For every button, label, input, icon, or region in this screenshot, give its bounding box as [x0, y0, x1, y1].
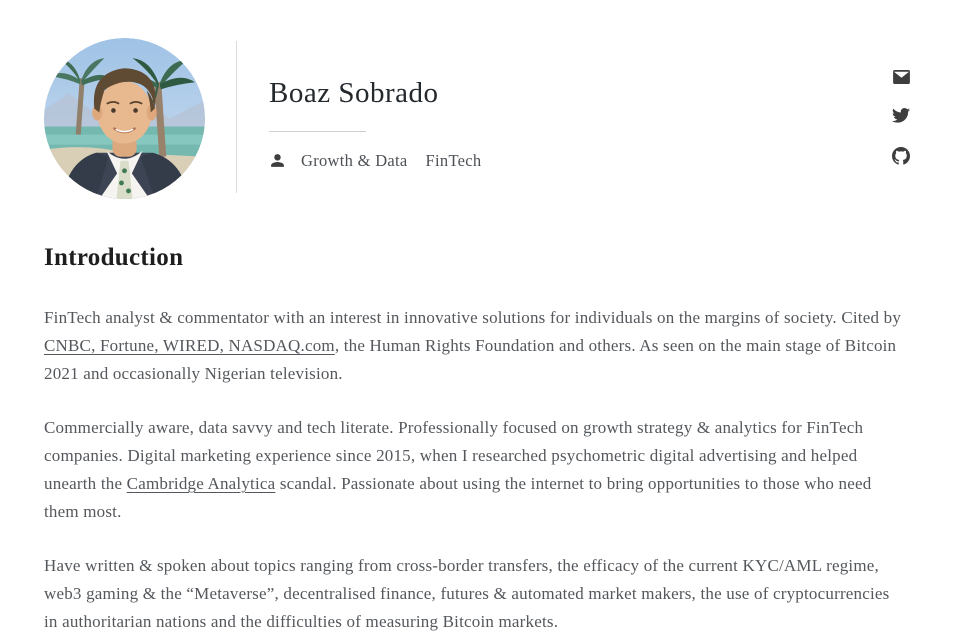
paragraph-text: , the Human Rights Foundation and others. As seen on the main stage of Bitcoin 2021 and occasionally Nigerian television. — [44, 336, 897, 383]
paragraph — [44, 304, 906, 388]
paragraph — [44, 414, 906, 526]
avatar-illustration — [44, 38, 205, 199]
profile-tag-fintech: FinTech — [425, 150, 482, 170]
inline-link[interactable]: Cambridge Analytica — [126, 474, 276, 493]
social-links — [892, 70, 910, 165]
person-icon — [269, 152, 286, 169]
inline-link[interactable]: CNBC, Fortune, WIRED, NASDAQ.com — [44, 336, 335, 355]
name-underline — [269, 131, 366, 132]
email-icon[interactable] — [893, 70, 910, 84]
page-title: Boaz Sobrado — [269, 77, 439, 109]
profile-tags-row — [269, 151, 481, 171]
paragraph-text: Have written & spoken about topics ranging from cross-border transfers, the efficacy of the current KYC/AML regime, web3 gaming & the “Metaverse”, decentralised finance, futures & automated market makers, the use of cryptocurrencies in authoritarian nations and the difficulties of measuring Bitcoin markets. — [44, 556, 890, 631]
profile-info — [269, 76, 481, 171]
paragraph-text: FinTech analyst & commentator with an interest in innovative solutions for individuals on the margins of society. Cited by — [44, 308, 902, 327]
introduction-text — [44, 304, 906, 636]
paragraph — [44, 552, 906, 636]
header-divider — [236, 41, 237, 193]
avatar — [44, 38, 205, 199]
paragraph-text: Commercially aware, data savvy and tech literate. Professionally focused on growth strategy & analytics for FinTech companies. Digital marketing experience since 2015, when I researched psychometric digital advertising and helped unearth the — [44, 418, 864, 493]
github-icon[interactable] — [892, 147, 910, 165]
profile-tag-growth-data: Growth & Data — [301, 150, 408, 170]
introduction-section — [44, 244, 906, 636]
section-heading: Introduction — [44, 244, 184, 271]
paragraph-text: scandal. Passionate about using the internet to bring opportunities to those who need them most. — [44, 474, 872, 521]
twitter-icon[interactable] — [892, 108, 910, 123]
